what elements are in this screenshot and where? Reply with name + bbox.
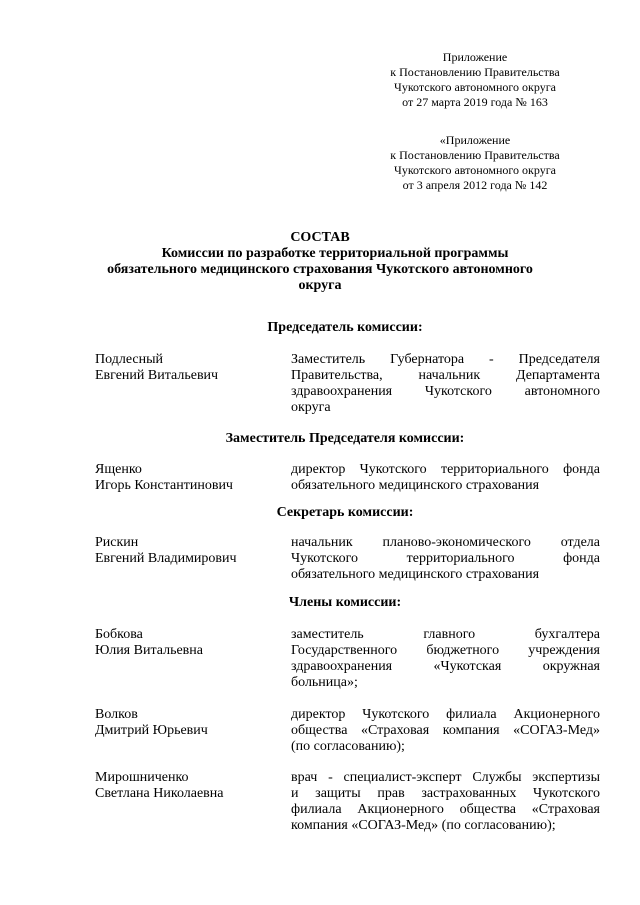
position-line: директор Чукотского филиала Акционерного — [291, 707, 600, 722]
given-names: Евгений Владимирович — [95, 551, 237, 566]
position-line: и защиты прав застрахованных Чукотского — [291, 786, 600, 801]
appendix-line: к Постановлению Правительства — [390, 148, 560, 162]
person-name — [95, 352, 285, 384]
title-line: округа — [298, 278, 342, 293]
person-name — [95, 770, 285, 802]
person-name — [95, 707, 285, 739]
person-name — [95, 535, 285, 567]
person-position — [291, 707, 600, 755]
given-names: Игорь Константинович — [95, 478, 233, 493]
position-line: Чукотского территориального фонда — [291, 551, 600, 566]
appendix-header-original — [370, 133, 580, 193]
title-line: СОСТАВ — [290, 230, 350, 245]
person-position — [291, 770, 600, 834]
position-line: филиала Акционерного общества «Страховая — [291, 802, 600, 817]
position-line: врач - специалист-эксперт Службы экспертизы — [291, 770, 600, 785]
given-names: Дмитрий Юрьевич — [95, 723, 208, 738]
appendix-line: к Постановлению Правительства — [390, 65, 560, 79]
surname: Подлесный — [95, 352, 163, 367]
appendix-line: Приложение — [442, 50, 508, 64]
appendix-line: от 27 марта 2019 года № 163 — [402, 95, 548, 109]
section-heading-secretary: Секретарь комиссии: — [276, 505, 414, 520]
position-line: больница»; — [291, 675, 358, 690]
position-line: здравоохранения «Чукотская окружная — [291, 659, 600, 674]
position-line: (по согласованию); — [291, 739, 405, 754]
person-name — [95, 627, 285, 659]
position-line: Государственного бюджетного учреждения — [291, 643, 600, 658]
appendix-header-current — [370, 50, 580, 110]
appendix-line: «Приложение — [439, 133, 511, 147]
appendix-line: Чукотского автономного округа — [394, 163, 556, 177]
position-line: Правительства, начальник Департамента — [291, 368, 600, 383]
position-line: обязательного медицинского страхования — [291, 478, 540, 493]
position-line: заместитель главного бухгалтера — [291, 627, 600, 642]
position-line: начальник планово-экономического отдела — [291, 535, 600, 550]
person-position — [291, 535, 600, 583]
position-line: общества «Страховая компания «СОГАЗ-Мед» — [291, 723, 600, 738]
document-title — [90, 230, 550, 294]
position-line: округа — [291, 400, 331, 415]
person-position — [291, 627, 600, 691]
surname: Мирошниченко — [95, 770, 189, 785]
position-line: компания «СОГАЗ-Мед» (по согласованию); — [291, 818, 556, 833]
position-line: Заместитель Губернатора - Председателя — [291, 352, 600, 367]
surname: Рискин — [95, 535, 139, 550]
surname: Волков — [95, 707, 138, 722]
title-line: Комиссии по разработке территориальной программы — [161, 246, 509, 261]
given-names: Юлия Витальевна — [95, 643, 203, 658]
position-line: обязательного медицинского страхования — [291, 567, 540, 582]
position-line: здравоохранения Чукотского автономного — [291, 384, 600, 399]
given-names: Светлана Николаевна — [95, 786, 224, 801]
person-name — [95, 462, 285, 494]
position-line: директор Чукотского территориального фонда — [291, 462, 600, 477]
surname: Ященко — [95, 462, 142, 477]
title-line: обязательного медицинского страхования Чукотского автономного — [107, 262, 533, 277]
person-position — [291, 352, 600, 416]
given-names: Евгений Витальевич — [95, 368, 219, 383]
section-heading-chairman: Председатель комиссии: — [267, 320, 423, 335]
appendix-line: Чукотского автономного округа — [394, 80, 556, 94]
section-heading-members: Члены комиссии: — [288, 595, 402, 610]
appendix-line: от 3 апреля 2012 года № 142 — [402, 178, 548, 192]
surname: Бобкова — [95, 627, 143, 642]
person-position — [291, 462, 600, 494]
section-heading-deputy: Заместитель Председателя комиссии: — [225, 431, 465, 446]
